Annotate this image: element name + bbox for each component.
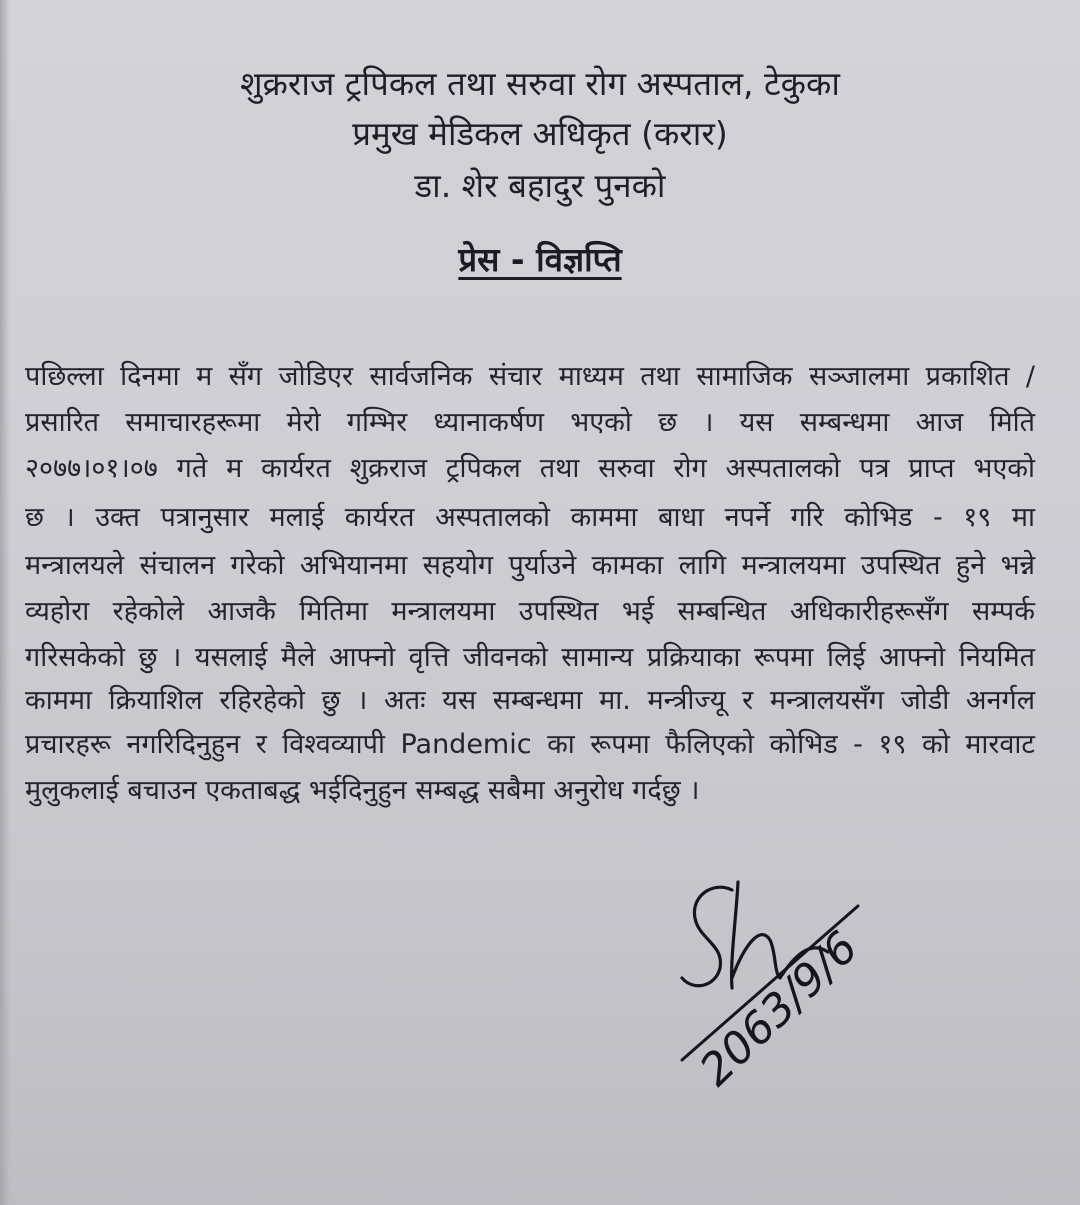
position-heading: प्रमुख मेडिकल अधिकृत (करार) xyxy=(352,114,728,153)
body-line-2: प्रसारित समाचारहरूमा मेरो गम्भिर ध्यानाकर्षण भएको छ । यस सम्बन्धमा आज मिति xyxy=(25,407,1035,438)
author-heading: डा. शेर बहादुर पुनको xyxy=(414,166,666,205)
body-line-3: २०७७।०१।०७ गते म कार्यरत शुक्रराज ट्रपिकल तथा सरुवा रोग अस्पतालको पत्र प्राप्त भएको xyxy=(25,453,1035,484)
press-release-title-text: प्रेस - विज्ञप्ति xyxy=(458,240,622,279)
body-line-5: मन्त्रालयले संचालन गरेको अभियानमा सहयोग पुर्याउने कामका लागि मन्त्रालयमा उपस्थित हुने भन्ने xyxy=(25,550,1035,581)
press-release-title xyxy=(0,240,1080,280)
body-line-7: गरिसकेको छु । यसलाई मैले आफ्नो वृत्ति जीवनको सामान्य प्रक्रियाका रूपमा लिई आफ्नो नियमित xyxy=(25,642,1035,673)
body-line-9: प्रचारहरू नगरिदिनुहुन र विश्वव्यापी Pandemic का रूपमा फैलिएको कोभिड - १९ को मारवाट xyxy=(25,729,1035,760)
hospital-name-heading: शुक्रराज ट्रपिकल तथा सरुवा रोग अस्पताल, टेकुका xyxy=(240,64,840,103)
signature-date: 2063/9/6 xyxy=(690,921,868,1096)
body-line-6: व्यहोरा रहेकोले आजकै मितिमा मन्त्रालयमा उपस्थित भई सम्बन्धित अधिकारीहरूसँग सम्पर्क xyxy=(25,596,1035,627)
body-line-10: मुलुकलाई बचाउन एकताबद्ध भईदिनुहुन सम्बद्ध सबैमा अनुरोध गर्दछु । xyxy=(25,775,700,806)
body-line-8: काममा क्रियाशिल रहिरहेको छु । अतः यस सम्बन्धमा मा. मन्त्रीज्यू र मन्त्रालयसँग जोडी अनर्गल xyxy=(25,685,1035,716)
body-line-1: पछिल्ला दिनमा म सँग जोडिएर सार्वजनिक संचार माध्यम तथा सामाजिक सञ्जालमा प्रकाशित / xyxy=(25,361,1035,392)
handwritten-signature xyxy=(660,860,900,1100)
body-line-4: छ । उक्त पत्रानुसार मलाई कार्यरत अस्पतालको काममा बाधा नपर्ने गरि कोभिड - १९ मा xyxy=(25,502,1035,533)
